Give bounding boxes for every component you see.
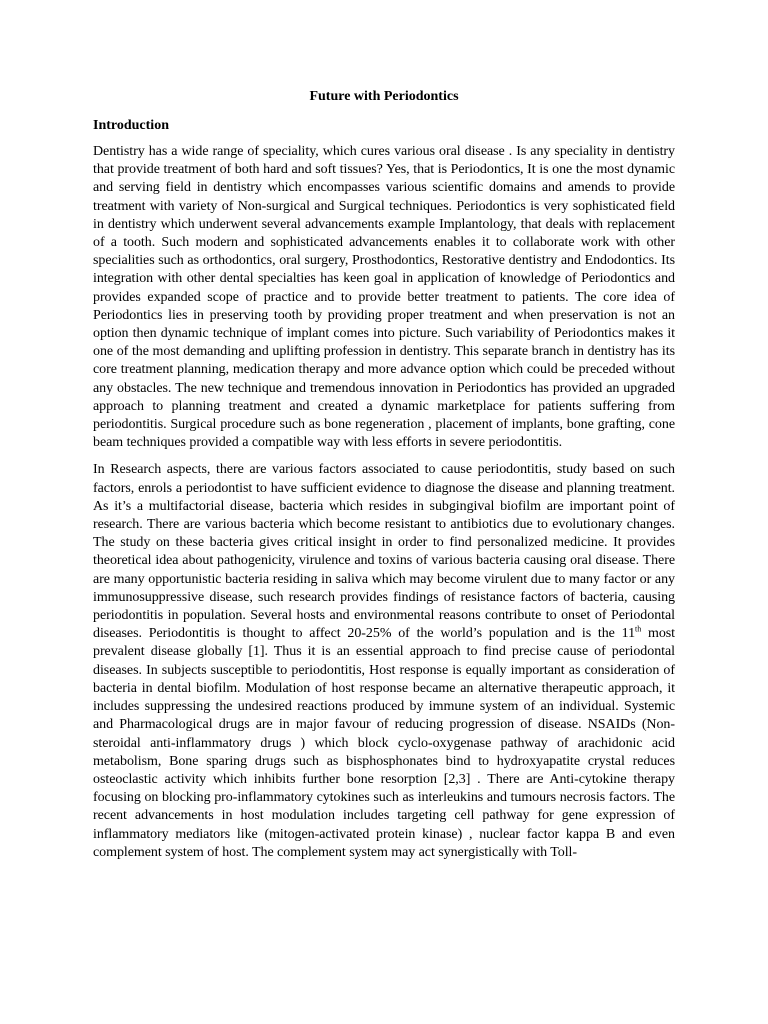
paragraph-2-text-part-1: In Research aspects, there are various factors associated to cause periodontitis, study based on such factors, enrols a periodontist to have sufficient evidence to diagnose the disease and planning treatment. As it’s a multifactorial disease, bacteria which resides in subgingival biofilm are important point of research. There are various bacteria which become resistant to antibiotics due to evolutionary changes. The study on these bacteria gives critical insight in order to find personalized medicine. It provides theoretical idea about pathogenicity, virulence and toxins of various bacteria causing oral disease. There are many opportunistic bacteria residing in saliva which may become virulent due to many factor or any immunosuppressive disease, such research provides findings of resistance factors of bacteria, causing periodontitis in population. Several hosts and environmental reasons contribute to onset of Periodontal diseases. Periodontitis is thought to affect 20-25% of the world’s population and is the 11 — [93, 462, 675, 642]
paragraph-2 — [93, 461, 675, 861]
paragraph-1: Dentistry has a wide range of speciality, which cures various oral disease . Is any speciality in dentistry that provide treatment of both hard and soft tissues? Yes, that is Periodontics, It is one the most dynamic and serving field in dentistry which encompasses various scientific domains and amends to provide treatment with variety of Non-surgical and Surgical techniques. Periodontics is very sophisticated field in dentistry which underwent several advancements example Implantology, that deals with replacement of a tooth. Such modern and sophisticated advancements enables it to collaborate work with other specialities such as orthodontics, oral surgery, Prosthodontics, Restorative dentistry and Endodontics. Its integration with other dental specialties has keen goal in application of knowledge of Periodontics and provides expanded scope of practice and to provide better treatment to patients. The core idea of Periodontics lies in preserving tooth by providing proper treatment and when preservation is not an option then dynamic technique of implant comes into picture. Such variability of Periodontics makes it one of the most demanding and uplifting profession in dentistry. This separate branch in dentistry has its core treatment planning, medication therapy and more advance option which could be preceded without any obstacles. The new technique and tremendous innovation in Periodontics has provided an upgraded approach to planning treatment and created a dynamic marketplace for patients suffering from periodontitis. Surgical procedure such as bone regeneration , placement of implants, bone grafting, cone beam techniques provided a compatible way with less efforts in severe periodontitis. — [93, 144, 675, 451]
paragraph-2-text-part-2: most prevalent disease globally [1]. Thus it is an essential approach to find precise cause of periodontal diseases. In subjects susceptible to periodontitis, Host response is equally important as consideration of bacteria in dental biofilm. Modulation of host response became an alternative therapeutic approach, it includes suppressing the undesired reactions produced by immune system of an individual. Systemic and Pharmacological drugs are in major favour of reducing progression of disease. NSAIDs (Non-steroidal anti-inflammatory drugs ) which block cyclo-oxygenase pathway of arachidonic acid metabolism, Bone sparing drugs such as bisphosphonates bind to hydroxyapatite crystal reduces osteoclastic activity which inhibits further bone resorption [2,3] . There are Anti-cytokine therapy focusing on blocking pro-inflammatory cytokines such as interleukins and tumours necrosis factors. The recent advancements in host modulation includes targeting cell pathway for gene expression of inflammatory mediators like (mitogen-activated protein kinase) , nuclear factor kappa B and even complement system of host. The complement system may act synergistically with Toll- — [93, 626, 676, 860]
document-title: Future with Periodontics — [309, 89, 459, 104]
ordinal-superscript: th — [635, 624, 642, 634]
section-heading-introduction: Introduction — [93, 118, 169, 133]
document-page — [93, 88, 675, 871]
